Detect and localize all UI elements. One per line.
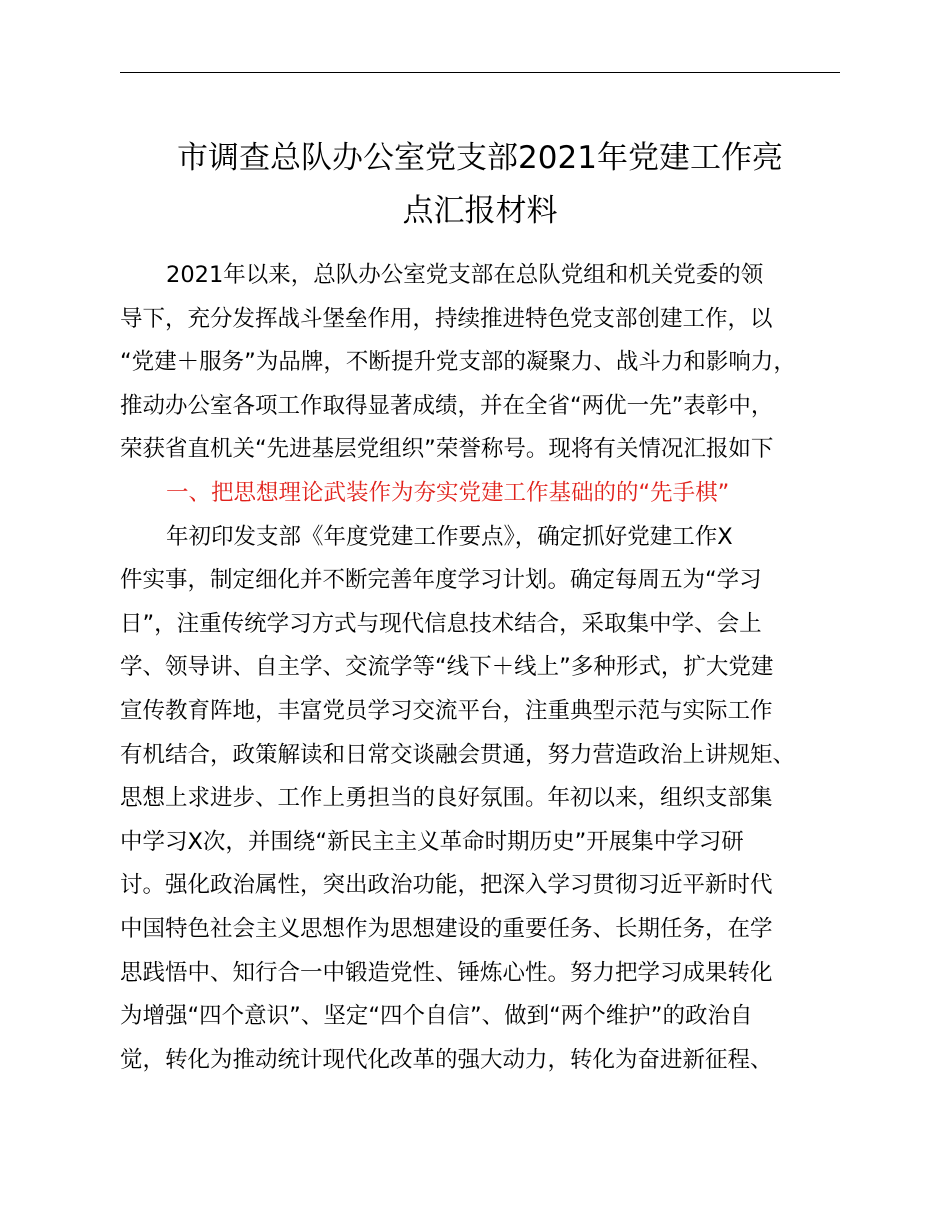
paragraph-section-1-line: 思想上求进步、工作上勇担当的良好氛围。年初以来，组织支部集 [120,785,773,812]
paragraph-intro-line: “党建＋服务”为品牌，不断提升党支部的凝聚力、战斗力和影响力， [120,349,796,376]
paragraph-section-1-line: 讨。强化政治属性，突出政治功能，把深入学习贯彻习近平新时代 [120,872,773,899]
paragraph-section-1-line: 思践悟中、知行合一中锻造党性、锤炼心性。努力把学习成果转化 [120,959,773,986]
page-title [110,132,850,238]
paragraph-section-1-line: 中国特色社会主义思想作为思想建设的重要任务、长期任务，在学 [120,915,773,942]
paragraph-intro-line: 荣获省直机关“先进基层党组织”荣誉称号。现将有关情况汇报如下 [120,436,774,463]
paragraph-section-1-line: 日”，注重传统学习方式与现代信息技术结合，采取集中学、会上 [120,610,762,637]
paragraph-section-1-line: 觉，转化为推动统计现代化改革的强大动力，转化为奋进新征程、 [120,1046,773,1073]
paragraph-section-1-line: 宣传教育阵地，丰富党员学习交流平台，注重典型示范与实际工作 [120,697,773,724]
paragraph-section-1-line: 中学习X次，并围绕“新民主主义革命时期历史”开展集中学习研 [120,828,744,855]
paragraph-section-1-line: 年初印发支部《年度党建工作要点》，确定抓好党建工作X [166,523,733,550]
paragraph-intro-line: 2021年以来，总队办公室党支部在总队党组和机关党委的领 [166,262,764,288]
title-line-1: 市调查总队办公室党支部2021年党建工作亮 [177,140,783,176]
paragraph-section-1-line: 有机结合，政策解读和日常交谈融会贯通，努力营造政治上讲规矩、 [120,741,796,768]
paragraph-intro-line: 导下，充分发挥战斗堡垒作用，持续推进特色党支部创建工作，以 [120,305,773,332]
paragraph-section-1-line: 为增强“四个意识”、坚定“四个自信”、做到“两个维护”的政治自 [120,1003,753,1030]
paragraph-section-1-line: 件实事，制定细化并不断完善年度学习计划。确定每周五为“学习 [120,567,762,594]
document-body [120,254,860,1082]
paragraph-intro-line: 推动办公室各项工作取得显著成绩，并在全省“两优一先”表彰中， [120,392,774,419]
header-rule [120,72,840,73]
section-heading-1: 一、把思想理论武装作为夯实党建工作基础的的“先手棋” [166,479,730,506]
paragraph-section-1-line: 学、领导讲、自主学、交流学等“线下＋线上”多种形式，扩大党建 [120,654,774,681]
title-line-2: 点汇报材料 [402,193,558,229]
